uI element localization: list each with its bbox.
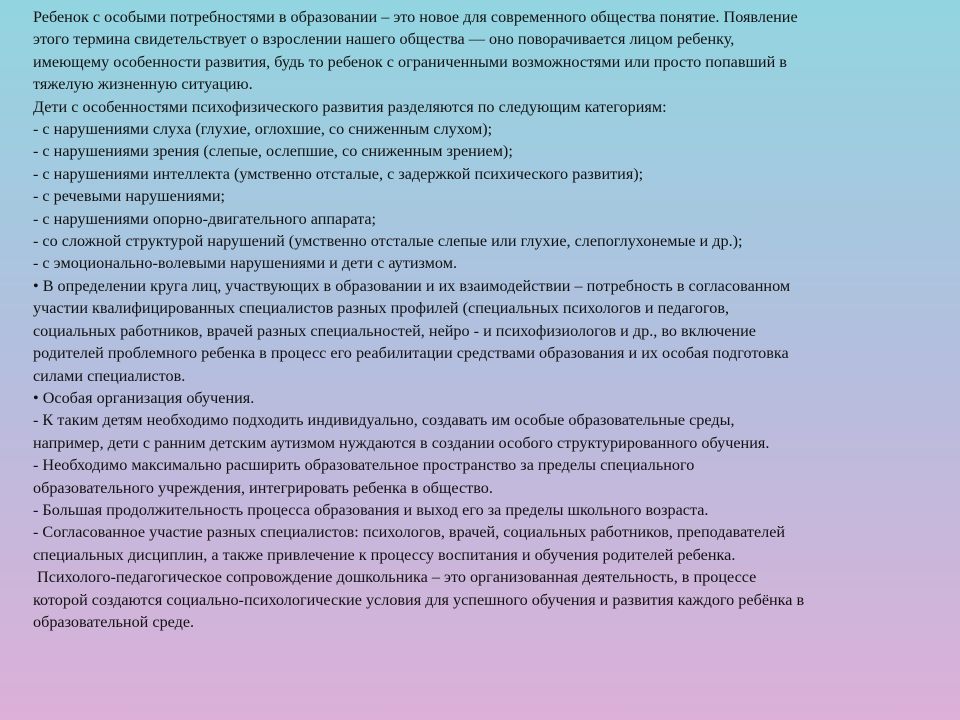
text-line: которой создаются социально-психологические условия для успешного обучения и развития каждого ребёнка в (33, 590, 805, 609)
text-line: силами специалистов. (33, 366, 186, 385)
text-line: Ребенок с особыми потребностями в образовании – это новое для современного общества понятие. Появление (33, 8, 798, 26)
text-line: Психолого-педагогическое сопровождение дошкольника – это организованная деятельность, в процессе (33, 568, 757, 587)
text-line: например, дети с ранним детским аутизмом нуждаются в создании особого структурированного обучения. (33, 433, 770, 452)
list-item: - со сложной структурой нарушений (умственно отсталые слепые или глухие, слепоглухонемые и др.); (33, 232, 743, 251)
list-item: - с эмоционально-волевыми нарушениями и дети с аутизмом. (33, 254, 457, 273)
text-line: образовательной среде. (33, 612, 195, 631)
text-line: Дети с особенностями психофизического развития разделяются по следующим категориям: (33, 97, 667, 116)
text-line: специальных дисциплин, а также привлечение к процессу воспитания и обучения родителей ребенка. (33, 545, 736, 564)
list-item: - Необходимо максимально расширить образовательное пространство за пределы специального (33, 456, 695, 475)
list-item: - с нарушениями слуха (глухие, оглохшие, со сниженным слухом); (33, 120, 493, 139)
text-line: социальных работников, врачей разных специальностей, нейро - и психофизиологов и др., во включение (33, 321, 756, 340)
list-item: - с нарушениями зрения (слепые, ослепшие, со сниженным зрением); (33, 142, 513, 161)
text-line: родителей проблемного ребенка в процесс его реабилитации средствами образования и их особая подготовка (33, 344, 789, 363)
list-item: - К таким детям необходимо подходить индивидуально, создавать им особые образовательные среды, (33, 411, 735, 430)
list-item: - с нарушениями опорно-двигательного аппарата; (33, 209, 377, 228)
bullet-paragraph: • В определении круга лиц, участвующих в образовании и их взаимодействии – потребность в согласованном (33, 276, 791, 295)
text-line: тяжелую жизненную ситуацию. (33, 75, 253, 94)
text-line: образовательного учреждения, интегрировать ребенка в общество. (33, 478, 493, 497)
slide-text-block (33, 6, 933, 633)
list-item: - с нарушениями интеллекта (умственно отсталые, с задержкой психического развития); (33, 164, 644, 183)
text-line: участии квалифицированных специалистов разных профилей (специальных психологов и педагогов, (33, 299, 730, 318)
text-line: этого термина свидетельствует о взрослении нашего общества — оно поворачивается лицом ребенку, (33, 30, 735, 49)
bullet-paragraph: • Особая организация обучения. (33, 388, 255, 407)
list-item: - Согласованное участие разных специалистов: психологов, врачей, социальных работников, преподавателей (33, 523, 786, 542)
text-line: имеющему особенности развития, будь то ребенок с ограниченными возможностями или просто попавший в (33, 52, 787, 71)
list-item: - с речевыми нарушениями; (33, 187, 225, 206)
list-item: - Большая продолжительность процесса образования и выход его за пределы школьного возраста. (33, 500, 709, 519)
